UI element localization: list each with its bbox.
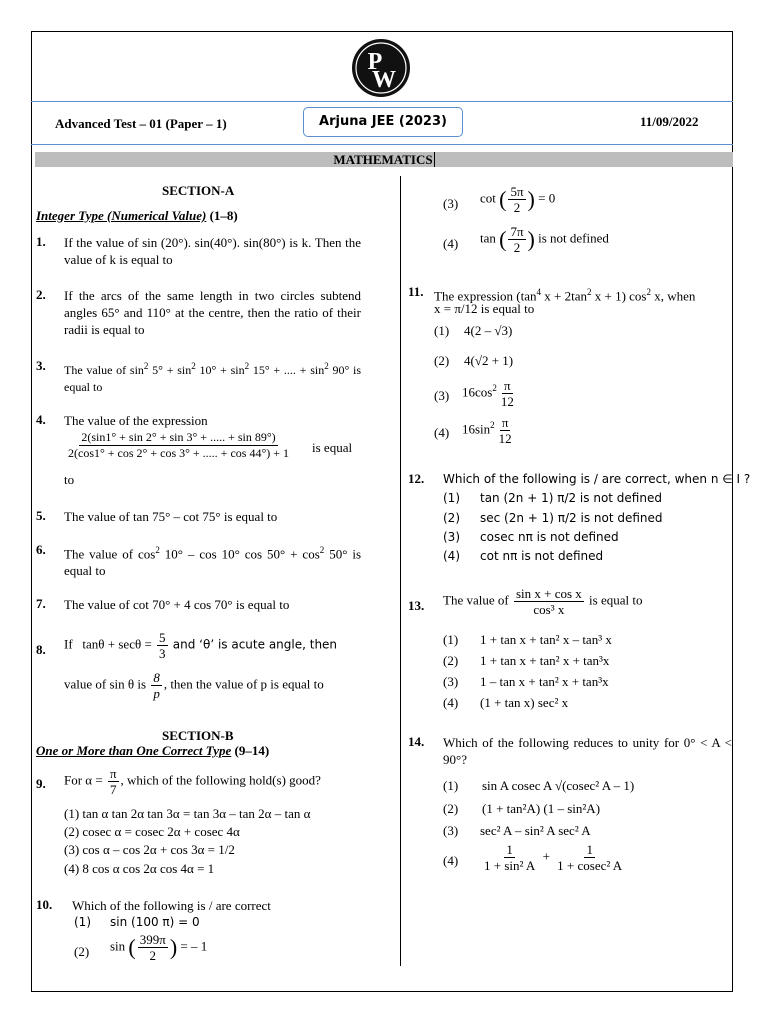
- q14-o4-den2: 1 + cosec² A: [557, 858, 623, 873]
- question-number: 14.: [408, 734, 425, 749]
- q11-o4-den: 12: [498, 431, 512, 446]
- question-text: Which of the following is / are correct: [72, 898, 271, 913]
- question-number: 1.: [36, 234, 46, 249]
- option: (1 + tan²A) (1 – sin²A): [482, 801, 601, 816]
- section-a-type-label: Integer Type (Numerical Value): [36, 208, 207, 223]
- option: (3) cos α – cos 2α + cos 3α = 1/2: [64, 842, 235, 857]
- q8-lhs: tanθ + secθ =: [82, 636, 152, 652]
- option: [480, 842, 626, 873]
- test-date: 11/09/2022: [640, 114, 699, 129]
- q10-o4-num: 7π: [510, 224, 524, 239]
- option-label: (3): [434, 388, 450, 403]
- option-label: (2): [443, 511, 460, 525]
- q8-if: If: [64, 636, 73, 652]
- option-label: (2): [443, 801, 459, 816]
- q13-part: The value of: [443, 592, 509, 608]
- question-number: 9.: [36, 776, 46, 791]
- q13-fraction-num: sin x + cos x: [515, 586, 582, 601]
- option-label: (1): [443, 632, 459, 647]
- q11-o4-num: π: [501, 415, 509, 430]
- option: (4) 8 cos α cos 2α cos 4α = 1: [64, 861, 215, 876]
- q3-part: 5° + sin: [152, 363, 192, 377]
- q10-o3-den: 2: [513, 200, 521, 215]
- q10-o3-rhs: = 0: [538, 190, 556, 206]
- q4-denominator: 2(cos1° + cos 2° + cos 3° + ..... + cos 44°) + 1: [68, 446, 290, 460]
- q10-o2-rhs: = – 1: [180, 938, 208, 954]
- subject-band: [35, 152, 733, 167]
- q11-part: The expression (tan: [434, 288, 537, 304]
- option: 1 + tan x + tan² x – tan³ x: [480, 632, 612, 647]
- header-rule-bottom: [31, 144, 733, 145]
- question-text: The value of tan 75° – cot 75° is equal to: [64, 509, 278, 524]
- option-label: (1): [74, 915, 91, 929]
- q9-part: For α =: [64, 772, 103, 788]
- q10-fn: cot: [480, 190, 496, 206]
- option: sin (100 π) = 0: [110, 915, 200, 929]
- q14-o4-num2: 1: [586, 842, 593, 857]
- q11-o3-den: 12: [500, 394, 514, 409]
- q11-o4: 16sin: [462, 421, 491, 437]
- option-label: (1): [443, 491, 460, 505]
- q14-o4-num1: 1: [506, 842, 513, 857]
- q14-o4-den1: 1 + sin² A: [484, 858, 536, 873]
- option: sec² A – sin² A sec² A: [480, 823, 591, 838]
- question-text: The value of $\sin^2 5^\circ + \sin^2 10^\circ + \sin^2 15^\circ$ + .... + $\sin^2 90^\circ$ is equal to: [64, 361, 362, 394]
- question-number: 8.: [36, 642, 46, 657]
- q4-tail: is equal: [312, 440, 353, 455]
- option: sin ( $\frac{399\pi}{2}$ ) = – 1: [110, 932, 208, 963]
- pw-logo: [351, 38, 411, 98]
- section-a-title: SECTION-A: [162, 183, 235, 198]
- question-text-line2: x = π/12 is equal to: [434, 301, 535, 316]
- option-label: (4): [443, 549, 460, 563]
- question-text: [64, 766, 321, 797]
- q9-fraction-num: π: [109, 766, 117, 781]
- q13-fraction-den: cos³ x: [533, 602, 565, 617]
- question-text: If the value of sin (20°). sin(40°). sin(80°) is k. Then the value of k is equal to: [64, 235, 361, 267]
- option-label: (2): [434, 353, 450, 368]
- option: cot ( $\frac{5\pi}{2}$ ) = 0: [480, 184, 556, 215]
- option-label: (4): [443, 236, 459, 251]
- q8-rest: and ‘θ’ is acute angle, then: [172, 637, 338, 652]
- question-number: 3.: [36, 358, 46, 373]
- option: 4(2 – √3): [464, 323, 513, 338]
- section-b-type: [36, 743, 269, 759]
- question-text: Which of the following reduces to unity for 0° < A < 90°?: [443, 735, 732, 767]
- option-label: (2): [74, 944, 90, 959]
- q10-o2-den: 2: [149, 948, 157, 963]
- option: tan ( $\frac{7\pi}{2}$ ) is not defined: [480, 224, 609, 255]
- header-rule: [31, 101, 733, 102]
- q10-fn: tan: [480, 230, 496, 246]
- q9-fraction-den: 7: [109, 782, 117, 797]
- section-b-title: SECTION-B: [162, 728, 234, 743]
- q11-part: x + 2tan: [544, 288, 587, 304]
- option: cosec nπ is not defined: [480, 530, 619, 544]
- q8-line2a: value of sin θ is: [64, 676, 147, 692]
- option-label: (4): [443, 853, 459, 868]
- option-label: (3): [443, 530, 460, 544]
- q10-o2-num: 399π: [139, 932, 166, 947]
- option-label: (4): [434, 425, 450, 440]
- column-divider: [400, 176, 401, 966]
- subject-title: MATHEMATICS: [333, 152, 433, 167]
- q10-o4-rhs: is not defined: [538, 230, 609, 246]
- question-text: The value of cot 70° + 4 cos 70° is equal to: [64, 597, 290, 612]
- batch-badge: Arjuna JEE (2023): [303, 107, 463, 137]
- option: tan (2n + 1) π/2 is not defined: [480, 491, 662, 505]
- q8-fraction-num: 5: [159, 630, 166, 645]
- option: sec (2n + 1) π/2 is not defined: [480, 511, 663, 525]
- question-number: 7.: [36, 596, 46, 611]
- option-label: (3): [443, 196, 459, 211]
- option-label: (1): [443, 778, 459, 793]
- q3-part: 10° + sin: [199, 363, 245, 377]
- q11-part: x + 1) cos: [594, 288, 647, 304]
- q14-o4-plus: +: [542, 848, 550, 864]
- q10-o4-den: 2: [513, 240, 521, 255]
- q3-part: 15° + .... + sin: [252, 363, 325, 377]
- option-label: (1): [434, 323, 450, 338]
- q8-fraction2-den: p: [153, 686, 160, 701]
- question-text: Which of the following is / are correct, when n ∈ I ?: [443, 472, 751, 486]
- question-number: 5.: [36, 508, 46, 523]
- option: $16\sin^2$ $\frac{\pi}{12}$: [462, 415, 512, 446]
- question-text: If the arcs of the same length in two circles subtend angles 65° and 110° at the centre, then the ratio of their radii is equal to: [64, 288, 361, 337]
- option: (1 + tan x) sec² x: [480, 695, 569, 710]
- q11-part: x, when: [654, 288, 696, 304]
- q6-part: The value of cos: [64, 546, 156, 562]
- option: (1) tan α tan 2α tan 3α = tan 3α – tan 2α – tan α: [64, 806, 311, 821]
- question-number: 2.: [36, 287, 46, 302]
- question-number: 10.: [36, 897, 53, 912]
- q10-o3-num: 5π: [510, 184, 524, 199]
- option-label: (3): [443, 823, 459, 838]
- test-name: Advanced Test – 01 (Paper – 1): [55, 116, 227, 131]
- question-number: 4.: [36, 412, 46, 427]
- svg-text:W: W: [372, 67, 396, 93]
- q8-fraction2-num: 8: [153, 670, 160, 685]
- option: 1 – tan x + tan² x + tan³x: [480, 674, 609, 689]
- svg-text:P: P: [367, 49, 383, 75]
- option-label: (2): [443, 653, 459, 668]
- q4-tail2: to: [64, 472, 75, 487]
- option-label: (4): [443, 695, 459, 710]
- q11-o3-num: π: [504, 378, 511, 393]
- question-text: The value of $\cos^2 10^\circ$ – cos 10° $\cos 50^\circ + \cos^2 50^\circ$ is equal to: [64, 545, 362, 579]
- q3-part: The value of sin: [64, 363, 144, 377]
- question-text: The value of the expression: [64, 413, 208, 428]
- q13-part: is equal to: [589, 592, 643, 608]
- option: cot nπ is not defined: [480, 549, 604, 563]
- section-a-type: [36, 208, 238, 224]
- question-text: The expression ($\tan^4$ $x + 2\tan^2$ x + 1) $\cos^2 x$, when: [434, 287, 696, 304]
- q6-part: 50° is equal to: [64, 546, 362, 579]
- question-number: 13.: [408, 598, 425, 613]
- section-b-type-label: One or More than One Correct Type: [36, 743, 232, 758]
- question-text-line2: [64, 670, 324, 701]
- option-label: (3): [443, 674, 459, 689]
- option: $16\cos^2$ $\frac{\pi}{12}$: [462, 378, 514, 409]
- q8-fraction-den: 3: [159, 646, 166, 661]
- question-text: [443, 586, 642, 617]
- q3-part: 90° is equal to: [64, 363, 362, 394]
- question-number: 6.: [36, 542, 46, 557]
- q8-line2b: , then the value of p is equal to: [163, 676, 324, 692]
- section-b-type-range: (9–14): [234, 743, 270, 758]
- q10-fn: sin: [110, 938, 126, 954]
- q4-fraction: [64, 430, 293, 461]
- option: sin A cosec A √(cosec² A – 1): [482, 778, 635, 793]
- q9-part: , which of the following hold(s) good?: [120, 772, 321, 788]
- option: 4(√2 + 1): [464, 353, 514, 368]
- section-a-type-range: (1–8): [209, 208, 238, 223]
- question-number: 11.: [408, 284, 424, 299]
- question-number: 12.: [408, 471, 425, 486]
- q11-o3: 16cos: [462, 384, 493, 400]
- q6-part: 10° – cos 10° cos 50° + cos: [164, 546, 320, 562]
- q4-numerator: 2(sin1° + sin 2° + sin 3° + ..... + sin 89°): [81, 430, 276, 444]
- option: (2) cosec α = cosec 2α + cosec 4α: [64, 824, 240, 839]
- question-text: [64, 630, 361, 661]
- option: 1 + tan x + tan² x + tan³x: [480, 653, 610, 668]
